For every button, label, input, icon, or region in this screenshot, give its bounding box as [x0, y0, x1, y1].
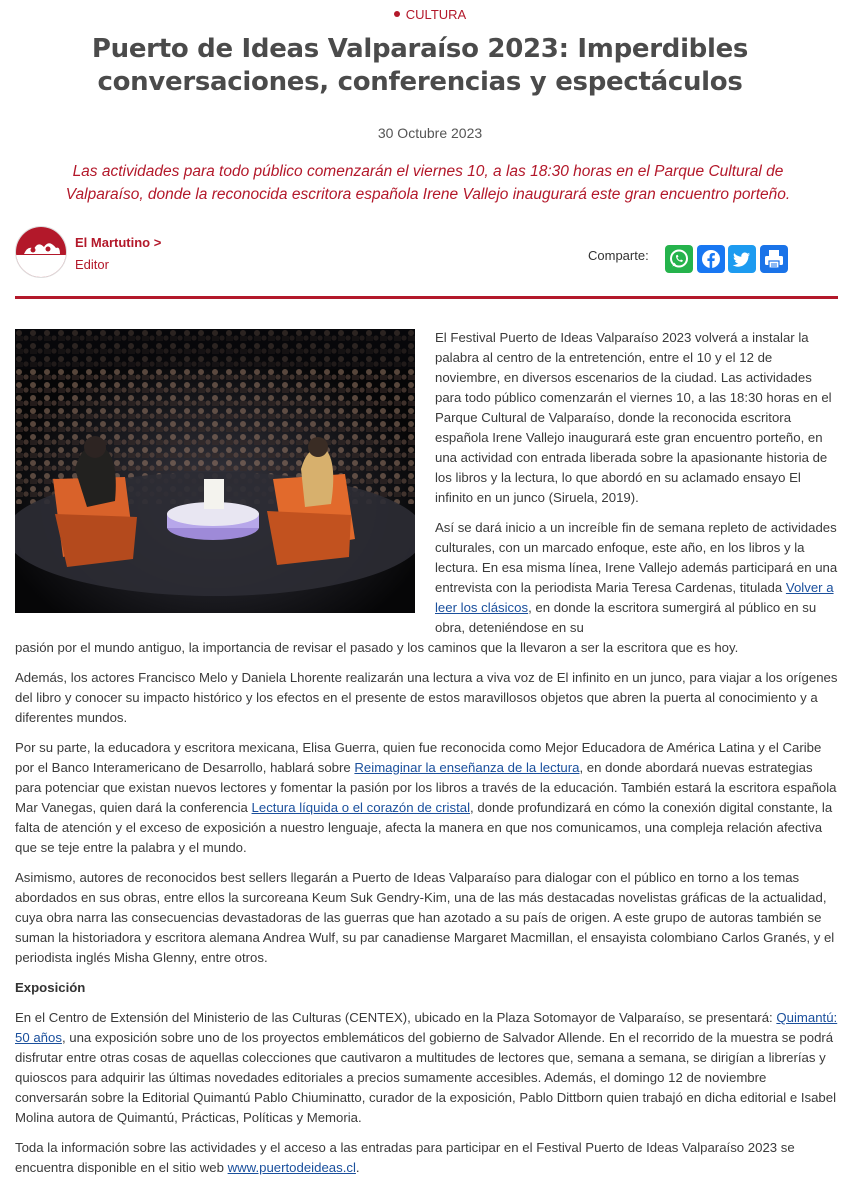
paragraph-7-text-b: .	[355, 1160, 360, 1175]
paragraph-7-text-a: Toda la información sobre las actividades y el acceso a las entradas para participar en el Festival Puerto de Ideas Valparaíso 2023 se encuentra disponible en el sitio web	[15, 1140, 795, 1175]
paragraph-1: El Festival Puerto de Ideas Valparaíso 2023 volverá a instalar la palabra al centro de la entretención, entre el 10 y el 12 de noviembre, en diversos escenarios de la ciudad. Las actividades para todo público comenzarán el viernes 10, a las 18:30 horas en el Parque Cultural de Valparaíso, donde la reconocida escritora española Irene Vallejo inaugurará este gran encuentro porteño, en una actividad con entrada liberada sobre la apasionante historia de los libros y la lectura, lo que abordó en su aclamado ensayo El infinito en un junco (Siruela, 2019).	[435, 330, 832, 505]
print-icon	[760, 245, 788, 273]
paragraph-2-text-a: Así se dará inicio a un increíble fin de semana repleto de actividades culturales, con un marcado enfoque, este año, en los libros y la lectura. En esa misma línea, Irene Vallejo además participará en una entrevista con la periodista Maria Teresa Cardenas, titulada	[435, 520, 838, 595]
puertodeideas-website-link[interactable]: www.puertodeideas.cl	[227, 1160, 356, 1175]
author-logo-icon	[16, 227, 66, 277]
paragraph-6-text-a: En el Centro de Extensión del Ministerio de las Culturas (CENTEX), ubicado en la Plaza Sotomayor de Valparaíso, se presentará:	[15, 1010, 777, 1025]
paragraph-6	[15, 1008, 838, 1128]
share-label: Comparte:	[588, 248, 649, 263]
exposicion-heading-text: Exposición	[15, 980, 86, 995]
paragraph-5: Asimismo, autores de reconocidos best sellers llegarán a Puerto de Ideas Valparaíso para dialogar con el público en torno a los temas abordados en sus obras, entre ellos la surcoreana Keum Suk Gendry-Kim, una de las más destacadas novelistas gráficas de la actualidad, cuya obra narra las consecuencias devastadoras de las guerras que han azotado a su país de origen. A este grupo de autoras también se suman la historiadora y escritora alemana Andrea Wulf, su par canadiense Margaret Macmillan, el ensayista colombiano Carlos Granés, y el periodista inglés Misha Glenny, entre otros.	[15, 870, 835, 965]
paragraph-4	[15, 738, 838, 858]
article-date: 30 Octubre 2023	[377, 125, 483, 141]
paragraph-4-text-a: Por su parte, la educadora y escritora mexicana, Elisa Guerra, quien fue reconocida como Mejor Educadora de América Latina y el Caribe por el Banco Interamericano de Desarrollo, hablará sobre	[15, 740, 822, 775]
quimantu-link[interactable]: Quimantú: 50 años	[15, 1010, 838, 1045]
category-label[interactable]	[0, 7, 860, 22]
header-divider	[15, 296, 838, 299]
paragraph-2	[435, 518, 840, 638]
paragraph-7	[15, 1138, 838, 1178]
author-name[interactable]: El Martutino >	[75, 235, 162, 250]
paragraph-3: Además, los actores Francisco Melo y Daniela Lhorente realizarán una lectura a viva voz de El infinito en un junco, para viajar a los orígenes del libro y conocer su impacto histórico y los efectos en el presente de estos maravillosos objetos que abren la puerta al conocimiento y a diferentes mundos.	[15, 670, 838, 725]
paragraph-6-text-b: , una exposición sobre uno de los proyectos emblemáticos del gobierno de Salvador Allende. En el recorrido de la muestra se podrá disfrutar entre otras cosas de aquellas colecciones que cautivaron a multitudes de lectores que, semana a semana, se dirigían a librerías y quioscos para adquirir las últimas novedades editoriales a precios sumamente accesibles. Además, el domingo 12 de noviembre conversarán sobre la Editorial Quimantú Pablo Chiuminatto, curador de la exposición, Pablo Dittborn quien trabajó en dicha editorial e Isabel Molina autora de Quimantú, Prácticas, Políticas y Memoria.	[15, 1030, 837, 1125]
facebook-icon	[697, 245, 725, 273]
exposicion-heading	[15, 978, 838, 998]
paragraph-4-text-b: , en donde abordará nuevas estrategias para potenciar que existan nuevos lectores y fomentar la pasión por los libros a través de la educación. También estará la escritora española Mar Vanegas, quien dará la conferencia	[15, 760, 837, 815]
category-dot-icon	[394, 11, 400, 17]
lectura-liquida-link[interactable]: Lectura líquida o el corazón de cristal	[251, 800, 470, 815]
article-title: Puerto de Ideas Valparaíso 2023: Imperdibles conversaciones, conferencias y espectáculos	[91, 34, 749, 97]
category-text[interactable]: CULTURA	[405, 7, 467, 22]
facebook-share-button[interactable]	[697, 245, 725, 273]
twitter-share-button[interactable]	[728, 245, 756, 273]
whatsapp-share-button[interactable]	[665, 245, 693, 273]
reimaginar-ensenanza-link[interactable]: Reimaginar la enseñanza de la lectura	[354, 760, 580, 775]
article-lead: Las actividades para todo público comenzarán el viernes 10, a las 18:30 horas en el Parque Cultural de Valparaíso, donde la reconocida escritora española Irene Vallejo inaugurará este gran encuentro porteño.	[65, 163, 791, 203]
event-photo-image	[15, 329, 415, 613]
whatsapp-icon	[665, 245, 693, 273]
author-avatar[interactable]	[15, 226, 67, 278]
print-share-button[interactable]	[760, 245, 788, 273]
twitter-icon	[728, 245, 756, 273]
volver-a-leer-link[interactable]: Volver a leer los clásicos	[435, 580, 834, 615]
author-role: Editor	[75, 257, 109, 272]
article-photo	[15, 329, 415, 613]
paragraph-2-text-b: , en donde la escritora sumergirá al público en su obra, deteniéndose en su	[435, 600, 817, 635]
paragraph-4-text-c: , donde profundizará en cómo la conexión digital constante, la falta de atención y el exceso de exposición a nuestro lenguaje, afecta la manera en que nos comunicamos, una compleja relación afectiva que se teje entre la palabra y el mundo.	[15, 800, 833, 855]
paragraph-2-continued: pasión por el mundo antiguo, la importancia de revisar el pasado y los caminos que la llevaron a ser la escritora que es hoy.	[15, 640, 739, 655]
